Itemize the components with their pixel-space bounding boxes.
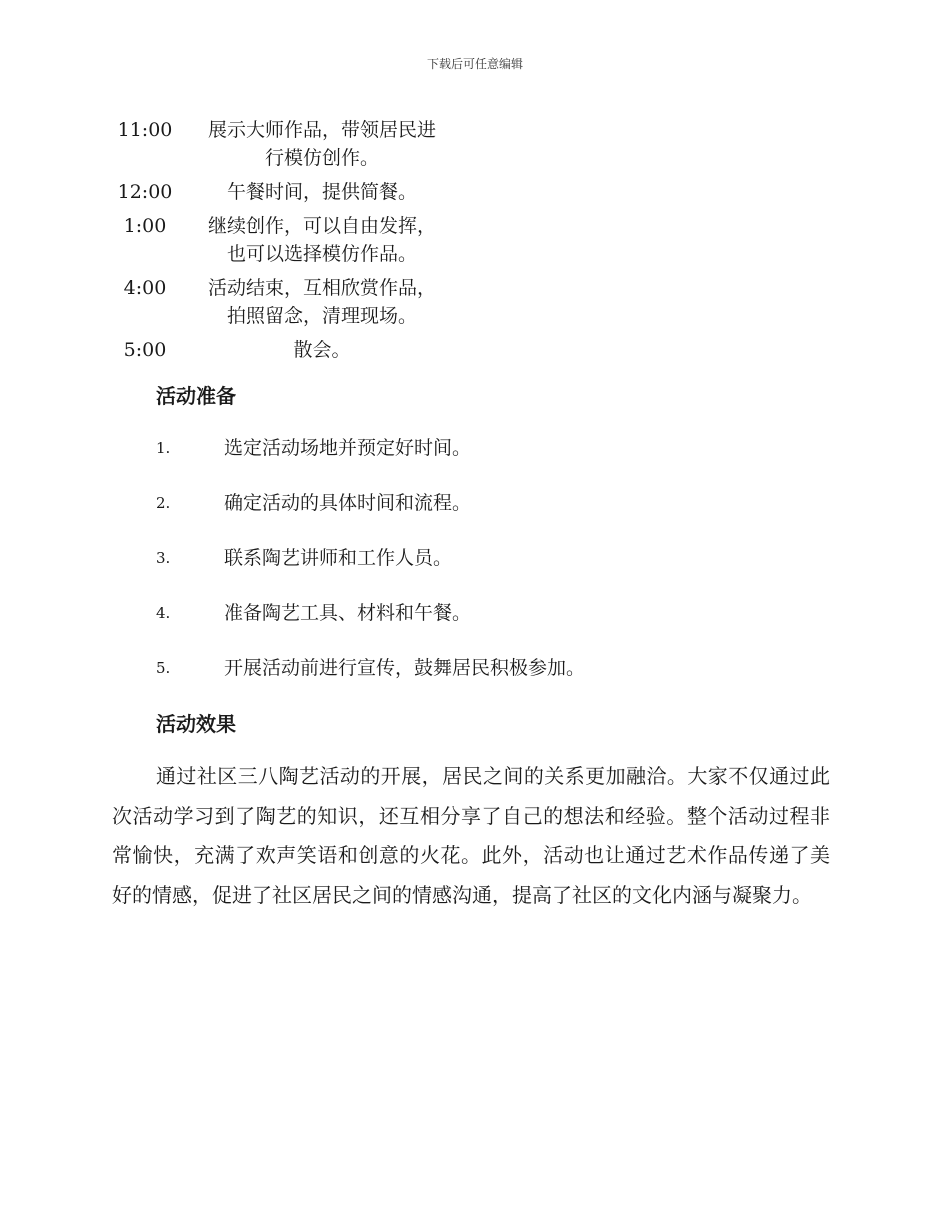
list-item-number: 5. bbox=[156, 659, 171, 677]
schedule-desc bbox=[182, 212, 462, 268]
schedule-time: 1:00 bbox=[123, 215, 167, 237]
section-title-effect: 活动效果 bbox=[156, 712, 236, 736]
list-item bbox=[156, 653, 856, 708]
list-item-text: 选定活动场地并预定好时间。 bbox=[224, 437, 472, 459]
schedule-time: 4:00 bbox=[123, 277, 167, 299]
list-item-text: 开展活动前进行宣传，鼓舞居民积极参加。 bbox=[224, 657, 586, 679]
list-item-number: 2. bbox=[156, 494, 171, 512]
schedule-desc-line: 散会。 bbox=[293, 339, 351, 361]
schedule-desc-line: 展示大师作品，带领居民进 bbox=[207, 119, 436, 141]
list-item-text: 联系陶艺讲师和工作人员。 bbox=[224, 547, 453, 569]
list-item bbox=[156, 598, 856, 653]
schedule-time: 5:00 bbox=[123, 339, 167, 361]
schedule-row bbox=[110, 336, 530, 370]
schedule-row bbox=[110, 178, 530, 212]
effect-paragraph: 通过社区三八陶艺活动的开展，居民之间的关系更加融洽。大家不仅通过此次活动学习到了陶艺的知识，还互相分享了自己的想法和经验。整个活动过程非常愉快，充满了欢声笑语和创意的火花。此外，活动也让通过艺术作品传递了美好的情感，促进了社区居民之间的情感沟通，提高了社区的文化内涵与凝聚力。 bbox=[112, 764, 830, 907]
schedule-desc-line: 拍照留念，清理现场。 bbox=[226, 305, 417, 327]
schedule-desc-line: 活动结束，互相欣赏作品， bbox=[207, 277, 436, 299]
schedule-desc bbox=[182, 336, 462, 364]
section-title-prep: 活动准备 bbox=[156, 384, 236, 408]
schedule-desc bbox=[182, 178, 462, 206]
list-item bbox=[156, 433, 856, 488]
schedule-row bbox=[110, 274, 530, 332]
schedule-desc-line: 继续创作，可以自由发挥， bbox=[207, 215, 436, 237]
schedule-desc-line: 行模仿创作。 bbox=[264, 147, 379, 169]
list-item-number: 1. bbox=[156, 439, 171, 457]
header-note: 下载后可任意编辑 bbox=[426, 57, 523, 71]
list-item-number: 4. bbox=[156, 604, 171, 622]
schedule-table bbox=[110, 116, 530, 370]
schedule-row bbox=[110, 116, 530, 174]
list-item bbox=[156, 488, 856, 543]
schedule-time: 12:00 bbox=[117, 181, 173, 203]
schedule-time: 11:00 bbox=[117, 119, 173, 141]
schedule-desc-line: 也可以选择模仿作品。 bbox=[226, 243, 417, 265]
schedule-row bbox=[110, 212, 530, 270]
schedule-desc bbox=[182, 274, 462, 330]
list-item bbox=[156, 543, 856, 598]
list-item-text: 确定活动的具体时间和流程。 bbox=[224, 492, 472, 514]
schedule-desc bbox=[182, 116, 462, 172]
schedule-desc-line: 午餐时间，提供简餐。 bbox=[226, 181, 417, 203]
list-item-number: 3. bbox=[156, 549, 171, 567]
prep-list bbox=[156, 433, 856, 708]
list-item-text: 准备陶艺工具、材料和午餐。 bbox=[224, 602, 472, 624]
